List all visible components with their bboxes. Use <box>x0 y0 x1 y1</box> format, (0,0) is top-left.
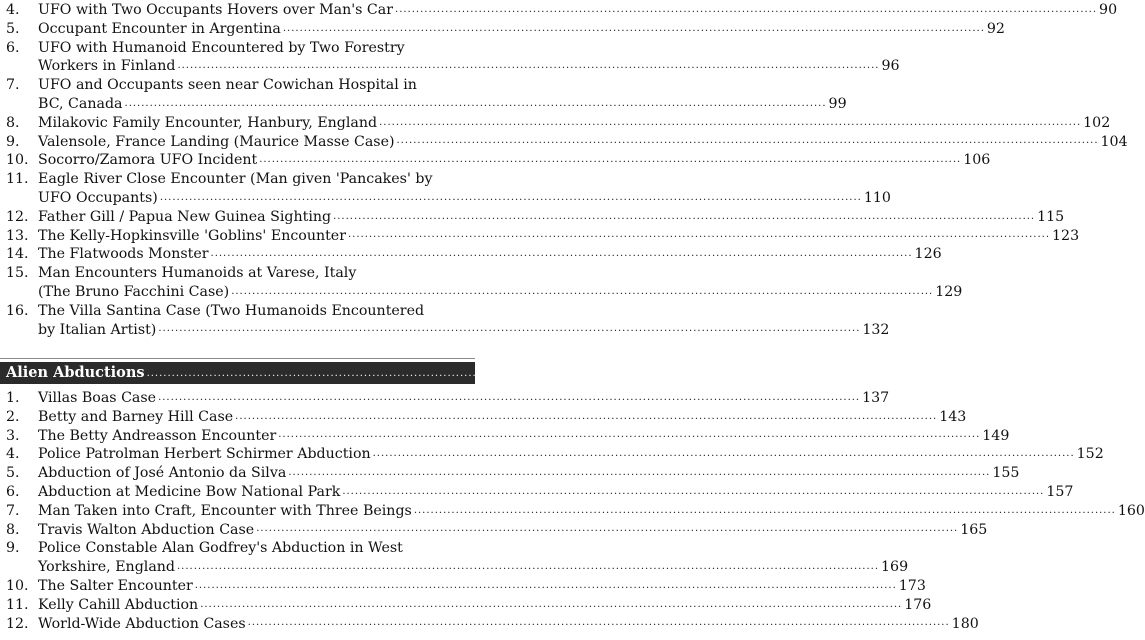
toc-entry-line <box>0 170 475 189</box>
toc-entry-line <box>0 558 909 577</box>
toc-entry-line <box>0 389 890 408</box>
entry-number: 8. <box>6 114 20 131</box>
entry-title: The Betty Andreasson Encounter <box>38 427 277 444</box>
toc-entry-line <box>0 208 1065 227</box>
toc-entry-line <box>0 189 891 208</box>
toc-entry[interactable] <box>0 427 1010 446</box>
toc-entry[interactable] <box>0 133 1128 152</box>
entry-title: Man Encounters Humanoids at Varese, Italy <box>38 265 357 282</box>
toc-entry[interactable] <box>0 39 900 77</box>
toc-entry-line <box>0 464 1020 483</box>
entry-title: (The Bruno Facchini Case) <box>38 283 230 300</box>
entry-number: 7. <box>6 502 20 519</box>
entry-number: 6. <box>6 484 20 500</box>
toc-entry-line <box>0 502 1145 521</box>
entry-title: Workers in Finland <box>38 58 176 75</box>
toc-entry[interactable] <box>0 483 1074 502</box>
entry-page-number: 99 <box>828 95 847 112</box>
entry-number: 14. <box>6 246 29 263</box>
toc-entry[interactable] <box>0 245 942 264</box>
dot-leader: ........................................................................................................................................................................ <box>159 191 862 203</box>
entry-number: 2. <box>6 408 20 425</box>
entry-number: 12. <box>6 208 29 225</box>
toc-entry-line <box>0 133 1128 152</box>
entry-title: Abduction at Medicine Bow National Park <box>38 484 341 500</box>
entry-title: Father Gill / Papua New Guinea Sighting <box>38 208 332 225</box>
toc-entry[interactable] <box>0 264 963 302</box>
toc-entry-line <box>0 521 988 540</box>
entry-number: 8. <box>6 521 20 538</box>
entry-number: 11. <box>6 171 29 188</box>
toc-entry-line <box>0 76 475 95</box>
toc-entry[interactable] <box>0 114 1111 133</box>
entry-title: Villas Boas Case <box>38 390 157 406</box>
entry-number: 10. <box>6 578 29 594</box>
section-page-number: 134 <box>783 364 815 381</box>
entry-page-number: 104 <box>1100 133 1128 150</box>
toc-entry-line <box>0 302 475 321</box>
entry-title: Occupant Encounter in Argentina <box>38 20 281 37</box>
toc-entry-line <box>0 596 932 615</box>
entry-title: Man Taken into Craft, Encounter with Three Beings <box>38 502 412 519</box>
toc-entry-line <box>0 151 991 170</box>
toc-entry-line <box>0 39 475 58</box>
entry-title: UFO with Two Occupants Hovers over Man's Car <box>38 2 394 18</box>
entry-title: The Flatwoods Monster <box>38 246 209 263</box>
dot-leader: ........................................................................................................................................................................ <box>396 135 1099 147</box>
entry-page-number: 90 <box>1099 2 1118 18</box>
toc-entry[interactable] <box>0 539 909 577</box>
toc-entry-line <box>0 283 963 302</box>
toc-entry[interactable] <box>0 227 1080 246</box>
dot-leader: ........................................................................................................................................................................ <box>342 485 1045 497</box>
dot-leader: ........................................................................................................................................................................ <box>177 560 880 572</box>
entry-page-number: 169 <box>881 559 909 576</box>
entry-page-number: 110 <box>863 189 891 206</box>
entry-page-number: 155 <box>992 465 1020 482</box>
dot-leader: ........................................................................................................................................................................ <box>282 22 985 34</box>
toc-entry[interactable] <box>0 389 890 408</box>
entry-number: 4. <box>6 2 20 18</box>
dot-leader: ........................................................................................................................................................................ <box>231 285 934 297</box>
entry-number: 4. <box>6 446 20 463</box>
entry-number: 1. <box>6 390 20 406</box>
dot-leader: ........................................................................................................................................................................ <box>413 504 1116 516</box>
toc-entry-line <box>0 227 1080 246</box>
entry-title: Travis Walton Abduction Case <box>38 521 255 538</box>
dot-leader: ........................................................................................................................................................................ <box>278 429 981 441</box>
entry-number: 7. <box>6 77 20 94</box>
entry-page-number: 106 <box>963 152 991 169</box>
entry-title: Valensole, France Landing (Maurice Masse Case) <box>38 133 395 150</box>
entry-page-number: 115 <box>1037 208 1065 225</box>
entry-title: Police Constable Alan Godfrey's Abduction in West <box>38 540 403 557</box>
entry-page-number: 160 <box>1117 502 1145 519</box>
toc-entry[interactable] <box>0 76 847 114</box>
toc-entry[interactable] <box>0 445 1104 464</box>
entry-page-number: 96 <box>881 58 900 75</box>
toc-entry-line <box>0 483 1074 502</box>
toc-entry[interactable] <box>0 408 967 427</box>
entry-title: Milakovic Family Encounter, Hanbury, England <box>38 114 378 131</box>
toc-entry-line <box>0 445 1104 464</box>
toc-entry-line <box>0 264 475 283</box>
entry-title: UFO Occupants) <box>38 189 158 206</box>
entry-title: Kelly Cahill Abduction <box>38 596 199 613</box>
entry-number: 10. <box>6 152 29 169</box>
entry-title: Betty and Barney Hill Case <box>38 408 234 425</box>
toc-entry-line <box>0 539 475 558</box>
toc-entry-line <box>0 577 926 596</box>
dot-leader: ........................................................................................................................................................................ <box>194 579 897 591</box>
toc-entry[interactable] <box>0 170 891 208</box>
toc-entry[interactable] <box>0 208 1065 227</box>
dot-leader: ........................................................................................................................................................ <box>146 368 782 379</box>
entry-number: 11. <box>6 596 29 613</box>
entry-page-number: 180 <box>951 615 979 632</box>
entry-title: UFO with Humanoid Encountered by Two Forestry <box>38 39 405 56</box>
entry-page-number: 102 <box>1083 114 1111 131</box>
dot-leader: ........................................................................................................................................................................ <box>177 60 880 72</box>
section-header-alien-abductions[interactable] <box>0 362 815 384</box>
entry-page-number: 149 <box>982 427 1010 444</box>
section-divider <box>0 358 475 359</box>
toc-entry-line <box>0 57 900 76</box>
toc-entry-line <box>0 427 1010 446</box>
entry-page-number: 165 <box>960 521 988 538</box>
dot-leader: ........................................................................................................................................................................ <box>259 154 962 166</box>
entry-title: Eagle River Close Encounter (Man given 'Pancakes' by <box>38 171 433 188</box>
dot-leader: ........................................................................................................................................................................ <box>333 210 1036 222</box>
entry-page-number: 132 <box>862 321 890 338</box>
toc-entry-line <box>0 1 1118 20</box>
dot-leader: ........................................................................................................................................................................ <box>158 323 861 335</box>
toc-entry[interactable] <box>0 1 1118 20</box>
entry-title: UFO and Occupants seen near Cowichan Hospital in <box>38 77 417 94</box>
entry-page-number: 176 <box>904 596 932 613</box>
toc-entry[interactable] <box>0 20 1005 39</box>
entry-number: 13. <box>6 227 29 244</box>
dot-leader: ........................................................................................................................................................................ <box>288 466 991 478</box>
entry-page-number: 129 <box>935 283 963 300</box>
dot-leader: ........................................................................................................................................................................ <box>347 229 1051 241</box>
entry-title: by Italian Artist) <box>38 321 157 338</box>
dot-leader: ........................................................................................................................................................................ <box>247 617 950 629</box>
entry-page-number: 123 <box>1052 227 1080 244</box>
entry-number: 9. <box>6 540 20 557</box>
toc-entry[interactable] <box>0 302 890 340</box>
entry-title: Police Patrolman Herbert Schirmer Abduction <box>38 446 371 463</box>
dot-leader: ........................................................................................................................................................................ <box>256 523 959 535</box>
toc-entry-line <box>0 20 1005 39</box>
entry-title: Yorkshire, England <box>38 559 175 576</box>
toc-entry[interactable] <box>0 521 988 540</box>
toc-entry-line <box>0 408 967 427</box>
dot-leader: ........................................................................................................................................................................ <box>379 116 1082 128</box>
toc-entry[interactable] <box>0 615 979 634</box>
toc-entry[interactable] <box>0 502 1145 521</box>
dot-leader: ........................................................................................................................................................................ <box>200 598 903 610</box>
entry-number: 5. <box>6 20 20 37</box>
entry-title: Abduction of José Antonio da Silva <box>38 465 287 482</box>
entry-page-number: 157 <box>1046 484 1074 500</box>
toc-entry-line <box>0 114 1111 133</box>
entry-title: The Salter Encounter <box>38 578 193 594</box>
entry-page-number: 152 <box>1076 446 1104 463</box>
dot-leader: ........................................................................................................................................................................ <box>210 248 913 260</box>
dot-leader: ........................................................................................................................................................................ <box>124 97 827 109</box>
dot-leader: ........................................................................................................................................................................ <box>372 448 1075 460</box>
entry-number: 6. <box>6 39 20 56</box>
toc-entry[interactable] <box>0 464 1020 483</box>
toc-entry-line <box>0 245 942 264</box>
entry-title: BC, Canada <box>38 95 123 112</box>
toc-entry-line <box>0 95 847 114</box>
section-title: Alien Abductions <box>6 364 145 381</box>
entry-number: 3. <box>6 427 20 444</box>
entry-number: 5. <box>6 465 20 482</box>
entry-page-number: 92 <box>986 20 1005 37</box>
entry-number: 16. <box>6 302 29 319</box>
entry-page-number: 137 <box>862 390 890 406</box>
entry-title: Socorro/Zamora UFO Incident <box>38 152 258 169</box>
dot-leader: ........................................................................................................................................................................ <box>158 391 861 403</box>
entry-number: 15. <box>6 265 29 282</box>
entry-page-number: 143 <box>939 408 967 425</box>
toc-entry-line <box>0 615 979 634</box>
entry-number: 12. <box>6 615 29 632</box>
toc-entry[interactable] <box>0 151 991 170</box>
dot-leader: ........................................................................................................................................................................ <box>395 3 1098 15</box>
entry-title: The Villa Santina Case (Two Humanoids Encountered <box>38 302 425 319</box>
entry-title: World-Wide Abduction Cases <box>38 615 246 632</box>
entry-page-number: 173 <box>898 578 926 594</box>
entry-number: 9. <box>6 133 20 150</box>
toc-entry-line <box>0 321 890 340</box>
entry-page-number: 126 <box>914 246 942 263</box>
toc-entry[interactable] <box>0 577 926 596</box>
dot-leader: ........................................................................................................................................................................ <box>235 410 938 422</box>
toc-entry[interactable] <box>0 596 932 615</box>
entry-title: The Kelly-Hopkinsville 'Goblins' Encounter <box>38 227 346 244</box>
